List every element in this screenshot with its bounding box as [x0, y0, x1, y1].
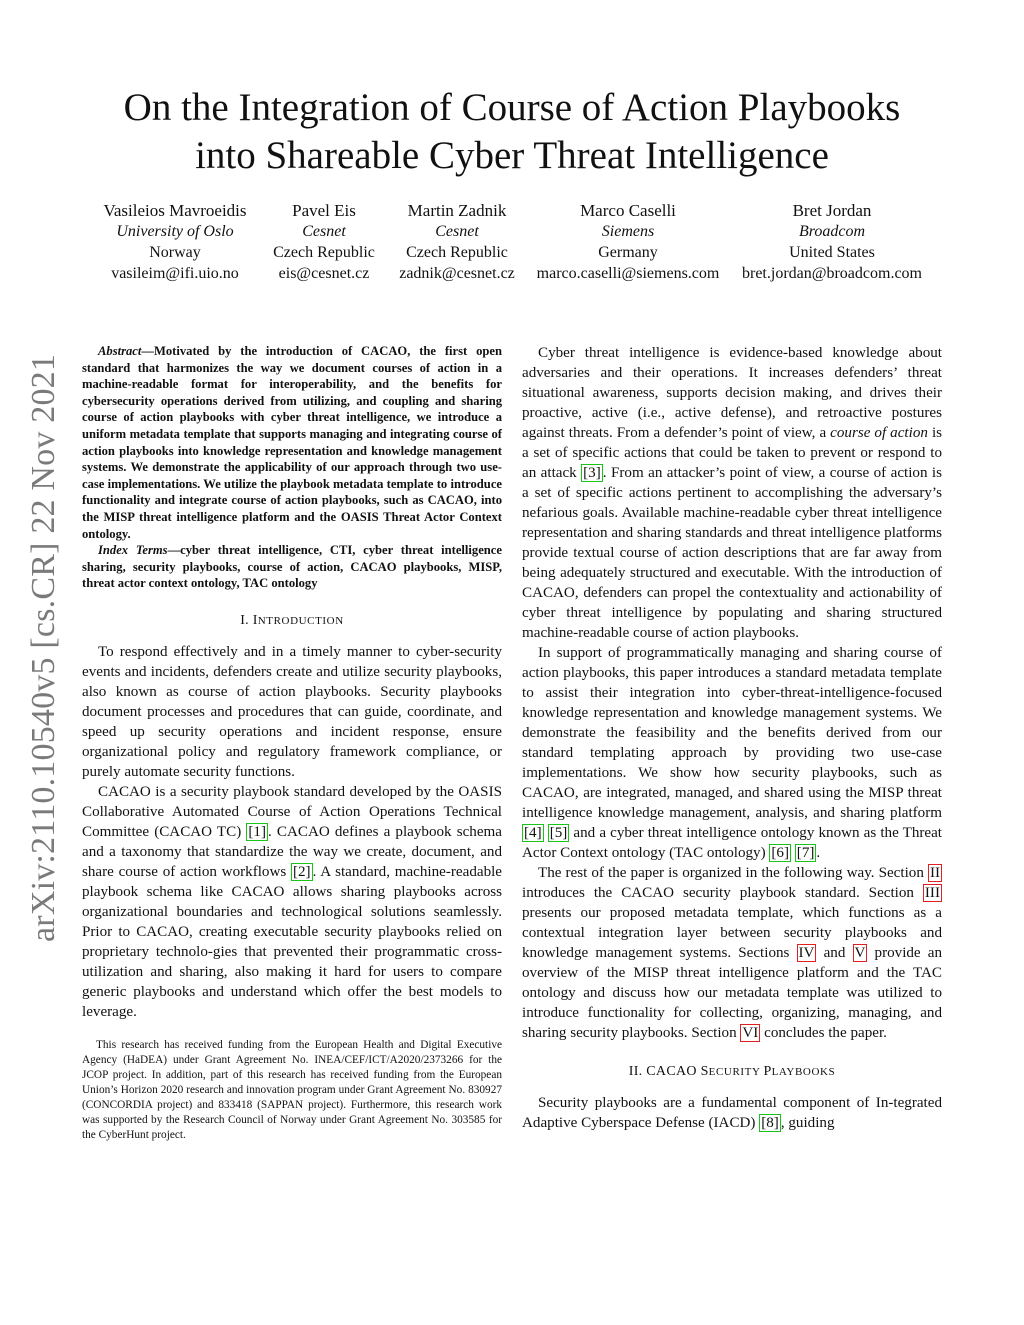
citation-link[interactable]: [4]	[524, 825, 542, 841]
citation-link[interactable]: [5]	[549, 825, 568, 841]
author-email: bret.jordan@broadcom.com	[741, 265, 923, 282]
organization-paragraph: The rest of the paper is organized in the following way. Section II introduces the CACAO security playbook standard. Section III presents our proposed metadata template, which functions as a contextual integration layer between security playbooks and knowledge management systems. Sections IV and V provide an overview of the MISP threat intelligence platform and the TAC ontology and discuss how our metadata template was utilized to introduce functionality for collecting, organizing, managing, and sharing security playbooks. Section VI concludes the paper.	[522, 865, 942, 1041]
citation-link[interactable]: [7]	[796, 845, 815, 861]
title-line-1: On the Integration of Course of Action Playbooks	[123, 86, 901, 129]
citation-link[interactable]: [6]	[771, 845, 790, 861]
section-link[interactable]: III	[924, 885, 940, 901]
author-jordan: Bret Jordan Broadcom United States bret.jordan@broadcom.com	[741, 201, 923, 282]
section-link[interactable]: V	[854, 945, 866, 961]
abstract: Abstract—Motivated by the introduction of CACAO, the first open standard that harmonizes the way we document courses of action in a machine-readable format for interoperability, and the benefits for cybersecurity operations derived from utilizing, and coupling and sharing course of action playbooks with cyber threat intelligence, we introduce a uniform metadata template that supports managing and integrating course of action playbooks into knowledge representation and knowledge management systems. We demonstrate the applicability of our approach through two use-case implementations. We utilize the playbook metadata template to introduce functionality and integrate course of action playbooks, such as CACAO, into the MISP threat intelligence platform and the OASIS Threat Actor Context ontology.	[82, 344, 502, 541]
index-terms: Index Terms—cyber threat intelligence, CTI, cyber threat intelligence sharing, security playbooks, course of action, CACAO playbooks, MISP, threat actor context ontology, TAC ontology	[82, 543, 502, 591]
author-email: vasileim@ifi.uio.no	[111, 265, 239, 282]
section-heading-cacao: II. CACAO SECURITY PLAYBOOKS	[628, 1064, 836, 1079]
paper-title	[0, 84, 1024, 180]
intro-paragraph-2: CACAO is a security playbook standard developed by the OASIS Collaborative Automated Course of Action Operations Technical Committee (CACAO TC) [1] . CACAO defines a playbook schema and a taxonomy that standardize the way we create, document, and share course of action workflows [2] . A standard, machine-readable playbook schema like CACAO allows sharing playbooks across organizational boundaries and technological solutions seamlessly. Prior to CACAO, creating executable security playbooks relied on proprietary technolo-gies that prevented their programmatic cross-utilization and sharing, also making it hard for users to compare generic playbooks and understand which offer the best models to leverage.	[82, 783, 503, 1020]
citation-link[interactable]: [2]	[292, 863, 311, 880]
author-mavroeidis: Vasileios Mavroeidis University of Oslo Norway vasileim@ifi.uio.no	[103, 201, 247, 282]
author-email: eis@cesnet.cz	[278, 265, 370, 282]
citation-link[interactable]: [1]	[248, 823, 266, 840]
cti-paragraph: Cyber threat intelligence is evidence-based knowledge about adversaries and their operations. It increases defenders’ threat situational awareness, supports decision making, and drives their proactive, active (i.e., active defense), and retroactive postures against threats. From a defender’s point of view, a course of action is a set of specific actions that could be taken to prevent or respond to an attack [3] . From an attacker’s point of view, a course of action is a set of specific actions pertinent to accomplishing the adversary’s nefarious goals. Available machine-readable cyber threat intelligence representation and sharing standards and threat intelligence platforms provide textual course of action descriptions that are far away from being adequately structured and executable. With the introduction of CACAO, defenders can propel the contextuality and actionability of cyber threat intelligence by populating and sharing structured machine-readable course of action playbooks.	[522, 345, 943, 641]
author-block	[0, 200, 1024, 300]
title-line-2: into Shareable Cyber Threat Intelligence	[195, 134, 829, 177]
author-eis: Pavel Eis Cesnet Czech Republic eis@cesnet.cz	[273, 201, 375, 282]
section-link[interactable]: IV	[798, 945, 815, 961]
section-link[interactable]: VI	[742, 1025, 759, 1041]
funding-footnote: This research has received funding from the European Health and Digital Executive Agency (HaDEA) under Grant Agreement No. INEA/CEF/ICT/A2020/2373266 for the JCOP project. In addition, part of this research has received funding from the European Union’s Horizon 2020 research and innovation program under Grant Agreement No. 830927 (CONCORDIA project) and 833418 (SAPPAN project). Furthermore, this research work was supported by the Research Council of Norway under Grant Agreement No. 303585 for the CyberHunt project.	[82, 1038, 502, 1141]
author-email: marco.caselli@siemens.com	[536, 265, 720, 282]
intro-paragraph-1: To respond effectively and in a timely manner to cyber-security events and incidents, defenders create and utilize security playbooks, also known as course of action playbooks. Security playbooks document processes and procedures that can guide, coordinate, and speed up security operations and incident response, ensure organizational policy and regulatory framework compliance, or purely automate security functions.	[82, 643, 502, 780]
author-zadnik: Martin Zadnik Cesnet Czech Republic zadnik@cesnet.cz	[399, 201, 515, 282]
cacao-paragraph-1: Security playbooks are a fundamental component of In-tegrated Adaptive Cyberspace Defense (IACD) [8] , guiding	[522, 1095, 942, 1131]
right-column	[522, 343, 942, 1133]
author-email: zadnik@cesnet.cz	[399, 265, 515, 282]
citation-link[interactable]: [3]	[583, 465, 601, 481]
author-caselli: Marco Caselli Siemens Germany marco.caselli@siemens.com	[536, 201, 720, 282]
left-column	[82, 343, 502, 1154]
support-paragraph: In support of programmatically managing and sharing course of action playbooks, this paper introduces a standard metadata template to assist their integration into cyber-threat-intelligence-focused knowledge representation and knowledge management systems. We demonstrate the feasibility and the benefits derived from our standard templating approach by providing two use-case implementations. We show how security playbooks, such as CACAO, are integrated, managed, and shared using the MISP threat intelligence knowledge management, analysis, and sharing platform [4] [5] and a cyber threat intelligence ontology known as the Threat Actor Context ontology (TAC ontology) [6] [7] .	[522, 645, 942, 861]
arxiv-stamp: arXiv:2110.10540v5 [cs.CR] 22 Nov 2021	[25, 353, 62, 942]
citation-link[interactable]: [8]	[761, 1115, 779, 1131]
section-link[interactable]: II	[929, 865, 940, 881]
section-heading-introduction: I. INTRODUCTION	[240, 612, 344, 628]
